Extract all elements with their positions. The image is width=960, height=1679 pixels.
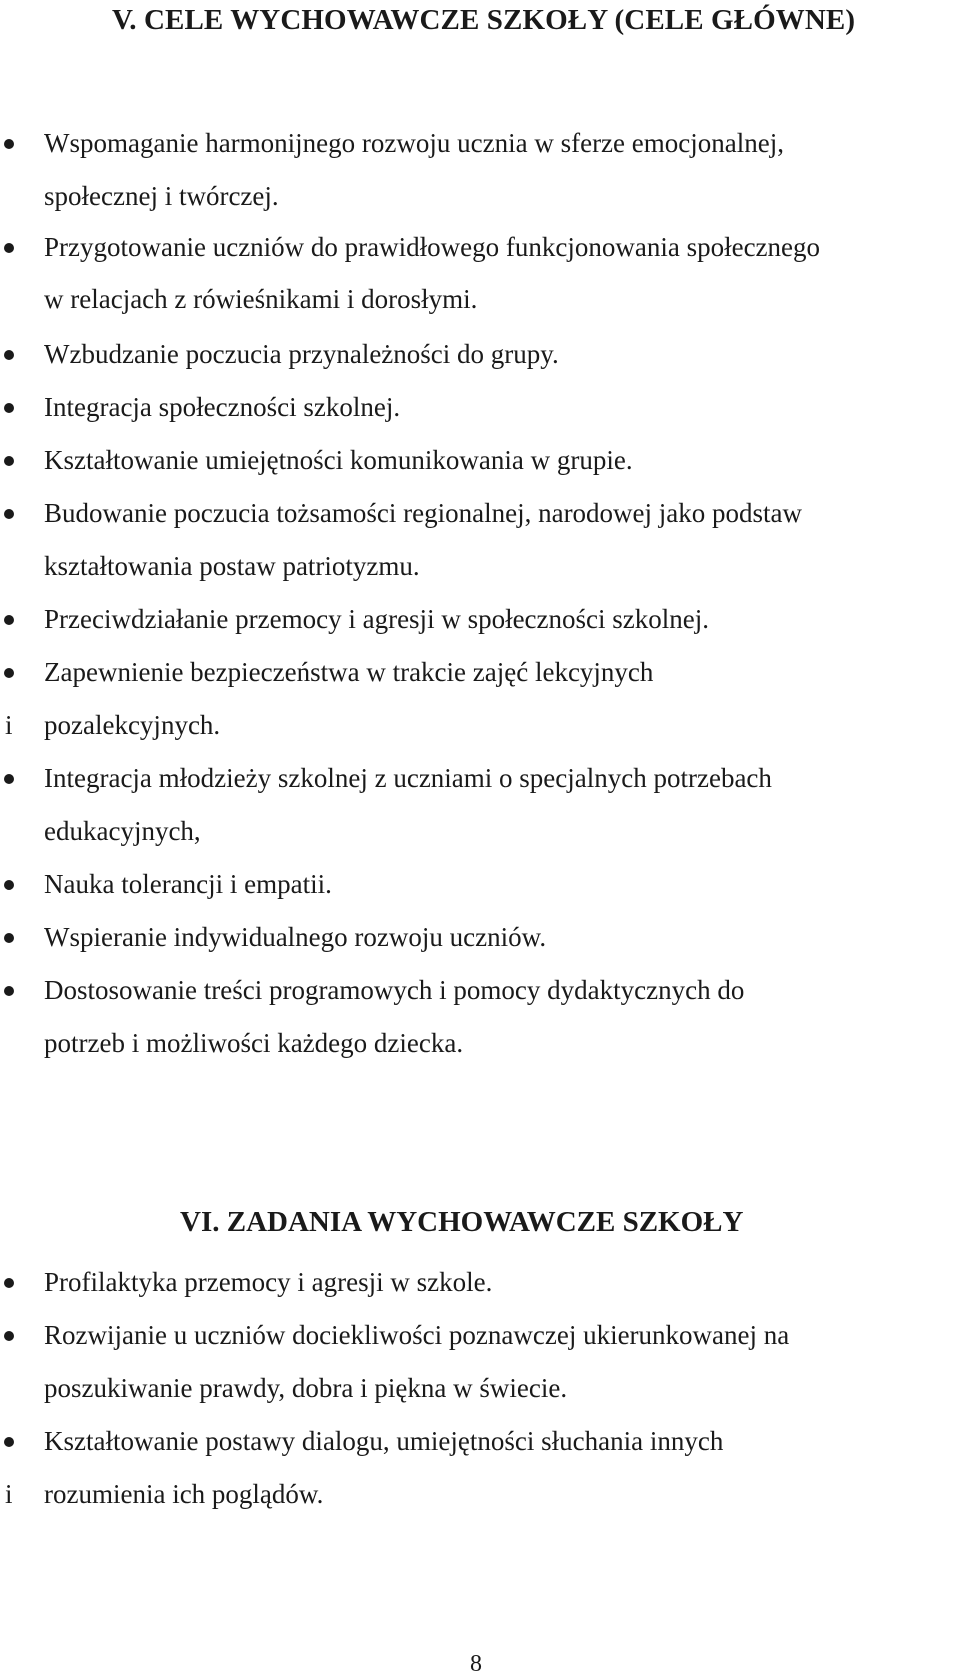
bullet bbox=[4, 615, 14, 625]
list-item-continuation: edukacyjnych, bbox=[44, 816, 201, 846]
list-item: Rozwijanie u uczniów dociekliwości poznawczej ukierunkowanej na bbox=[44, 1320, 790, 1350]
list-item-continuation: w relacjach z rówieśnikami i dorosłymi. bbox=[44, 284, 478, 314]
list-item: Dostosowanie treści programowych i pomocy dydaktycznych do bbox=[44, 975, 745, 1005]
bullet bbox=[4, 1437, 14, 1447]
bullet bbox=[4, 880, 14, 890]
bullet bbox=[4, 139, 14, 149]
bullet bbox=[4, 933, 14, 943]
bullet bbox=[4, 1331, 14, 1341]
list-item-continuation: potrzeb i możliwości każdego dziecka. bbox=[44, 1028, 464, 1058]
bullet bbox=[4, 350, 14, 360]
bullet bbox=[4, 403, 14, 413]
list-item: Przeciwdziałanie przemocy i agresji w społeczności szkolnej. bbox=[44, 604, 709, 634]
list-item-continuation: poszukiwanie prawdy, dobra i piękna w świecie. bbox=[44, 1373, 568, 1403]
list-item-continuation: społecznej i twórczej. bbox=[44, 181, 279, 211]
stray-marker: i bbox=[5, 1479, 13, 1509]
bullet bbox=[4, 243, 14, 253]
bullet bbox=[4, 668, 14, 678]
stray-marker: i bbox=[5, 710, 13, 740]
list-item: Nauka tolerancji i empatii. bbox=[44, 869, 332, 899]
bullet bbox=[4, 509, 14, 519]
page-number: 8 bbox=[470, 1651, 482, 1677]
list-item: Zapewnienie bezpieczeństwa w trakcie zajęć lekcyjnych bbox=[44, 657, 654, 687]
list-item: Wzbudzanie poczucia przynależności do grupy. bbox=[44, 339, 559, 369]
bullet bbox=[4, 456, 14, 466]
list-item: Kształtowanie postawy dialogu, umiejętności słuchania innych bbox=[44, 1426, 724, 1456]
list-item: Profilaktyka przemocy i agresji w szkole. bbox=[44, 1267, 493, 1297]
bullet bbox=[4, 986, 14, 996]
section-title-tasks: VI. ZADANIA WYCHOWAWCZE SZKOŁY bbox=[180, 1206, 744, 1238]
list-item: Integracja młodzieży szkolnej z uczniami o specjalnych potrzebach bbox=[44, 763, 772, 793]
bullet bbox=[4, 774, 14, 784]
section-title-goals: V. CELE WYCHOWAWCZE SZKOŁY (CELE GŁÓWNE) bbox=[112, 4, 856, 36]
list-item: Budowanie poczucia tożsamości regionalnej, narodowej jako podstaw bbox=[44, 498, 803, 528]
list-item-continuation: pozalekcyjnych. bbox=[44, 710, 221, 740]
list-item: Przygotowanie uczniów do prawidłowego funkcjonowania społecznego bbox=[44, 232, 821, 262]
bullet bbox=[4, 1278, 14, 1288]
list-item-continuation: kształtowania postaw patriotyzmu. bbox=[44, 551, 420, 581]
list-item: Wspieranie indywidualnego rozwoju uczniów. bbox=[44, 922, 547, 952]
list-item: Integracja społeczności szkolnej. bbox=[44, 392, 401, 422]
list-item: Kształtowanie umiejętności komunikowania w grupie. bbox=[44, 445, 633, 475]
list-item-continuation: rozumienia ich poglądów. bbox=[44, 1479, 324, 1509]
list-item: Wspomaganie harmonijnego rozwoju ucznia w sferze emocjonalnej, bbox=[44, 128, 784, 158]
